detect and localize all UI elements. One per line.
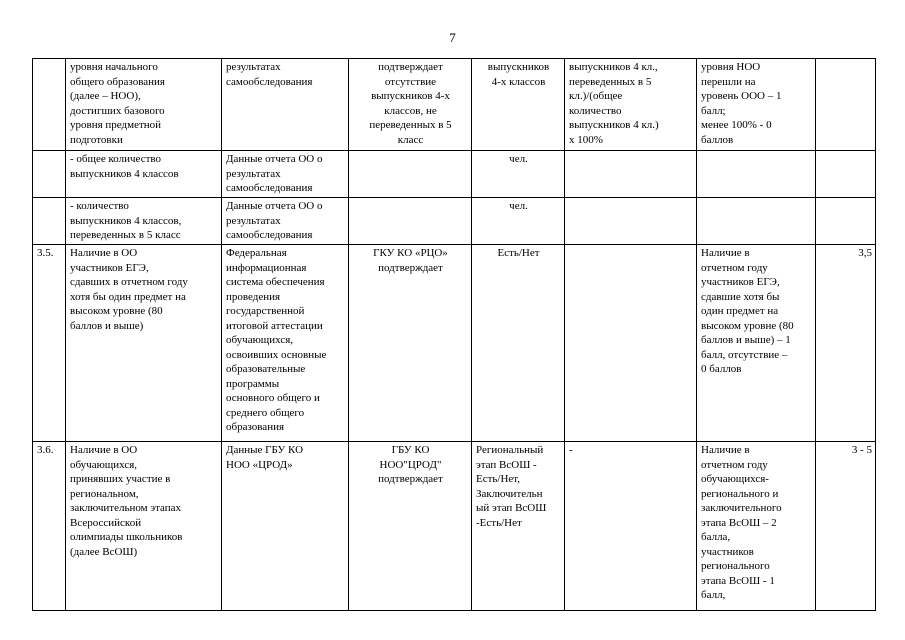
- source-cell: [222, 245, 349, 442]
- score-cell: 3,5: [816, 245, 876, 442]
- unit-line: выпускников: [487, 61, 550, 73]
- unit-cell: [472, 442, 565, 611]
- indicator-line: общего образования: [70, 75, 165, 88]
- source-line: программы: [226, 377, 280, 390]
- unit-line: чел.: [509, 200, 528, 212]
- indicator-line: - общее количество: [70, 153, 162, 165]
- confirmation-line: класс: [397, 133, 424, 146]
- criteria-line: Наличие в: [701, 247, 750, 259]
- criteria-line: баллов: [701, 133, 734, 146]
- indicator-line: заключительном этапах: [70, 502, 182, 514]
- criteria-line: заключительного: [701, 502, 782, 514]
- unit-line: этап ВсОШ -: [476, 458, 537, 471]
- indicator-cell: [66, 245, 222, 442]
- criteria-line: перешли на: [701, 75, 756, 88]
- indicator-line: достигших базового: [70, 104, 165, 117]
- unit-line: Есть/Нет,: [476, 473, 521, 485]
- indicator-line: уровня предметной: [70, 119, 162, 131]
- source-line: результатах: [226, 61, 281, 73]
- confirmation-cell: [349, 151, 472, 198]
- criteria-line: этапа ВсОШ – 2: [701, 516, 777, 529]
- indicator-cell: [66, 59, 222, 151]
- confirmation-line: ГБУ КО: [391, 444, 430, 456]
- formula-cell: [565, 198, 697, 245]
- source-line: образования: [226, 421, 285, 433]
- criteria-line: отчетном году: [701, 458, 768, 471]
- source-line: освоивших основные: [226, 348, 327, 361]
- indicator-line: принявших участие в: [70, 473, 171, 485]
- confirmation-line: подтверждает: [378, 261, 443, 274]
- criteria-cell: [697, 59, 816, 151]
- confirmation-line: подтверждает: [378, 61, 443, 73]
- confirmation-line: отсутствие: [384, 75, 437, 88]
- criteria-line: этапа ВсОШ - 1: [701, 574, 775, 587]
- indicator-line: Всероссийской: [70, 516, 142, 529]
- formula-line: выпускников 4 кл.): [569, 119, 659, 131]
- unit-line: -Есть/Нет: [476, 516, 522, 529]
- indicator-line: подготовки: [70, 133, 123, 146]
- criteria-cell: [697, 151, 816, 198]
- score-cell: [816, 59, 876, 151]
- indicator-line: - количество: [70, 200, 129, 212]
- source-cell: [222, 151, 349, 198]
- criteria-line: баллов и выше) – 1: [701, 334, 791, 346]
- criteria-line: балл,: [701, 589, 726, 601]
- page-number: 7: [449, 30, 456, 45]
- formula-line: х 100%: [569, 133, 603, 146]
- row-number-cell: 3.6.: [33, 442, 66, 611]
- confirmation-cell: [349, 245, 472, 442]
- indicator-cell: [66, 442, 222, 611]
- source-line: проведения: [226, 290, 281, 303]
- criteria-line: уровня НОО: [701, 61, 761, 73]
- table-row: [33, 59, 876, 151]
- source-line: информационная: [226, 261, 307, 274]
- row-number-cell: [33, 198, 66, 245]
- criteria-line: участников: [701, 545, 754, 558]
- formula-line: кл.)/(общее: [569, 90, 623, 102]
- criteria-line: балл, отсутствие –: [701, 348, 788, 361]
- indicator-line: региональном,: [70, 487, 139, 500]
- criteria-cell: [697, 198, 816, 245]
- source-line: среднего общего: [226, 406, 305, 419]
- formula-line: переведенных в 5: [569, 75, 652, 88]
- confirmation-line: классов, не: [384, 104, 437, 117]
- unit-line: чел.: [509, 153, 528, 165]
- indicator-line: выпускников 4 классов: [70, 167, 179, 180]
- source-line: Федеральная: [226, 247, 287, 259]
- indicator-line: (далее – НОО),: [70, 90, 141, 102]
- formula-cell: [565, 59, 697, 151]
- source-line: самообследования: [226, 182, 313, 194]
- criteria-line: уровень ООО – 1: [701, 90, 782, 102]
- source-line: государственной: [226, 305, 305, 317]
- source-line: самообследования: [226, 229, 313, 241]
- indicator-line: (далее ВсОШ): [70, 545, 138, 558]
- formula-line: количество: [569, 104, 622, 117]
- criteria-line: регионального: [701, 560, 770, 572]
- table-row: [33, 245, 876, 442]
- formula-cell: [565, 442, 697, 611]
- unit-line: Региональный: [476, 444, 544, 456]
- confirmation-line: подтверждает: [378, 473, 443, 485]
- source-line: обучающихся,: [226, 334, 294, 346]
- source-line: Данные отчета ОО о: [226, 153, 323, 165]
- source-line: Данные отчета ОО о: [226, 200, 323, 212]
- unit-cell: [472, 59, 565, 151]
- row-number-cell: [33, 151, 66, 198]
- confirmation-line: переведенных в 5: [369, 119, 452, 131]
- confirmation-cell: [349, 442, 472, 611]
- indicator-line: высоком уровне (80: [70, 305, 163, 317]
- indicator-line: Наличие в ОО: [70, 444, 138, 456]
- criteria-line: один предмет на: [701, 305, 779, 317]
- criteria-line: высоком уровне (80: [701, 319, 794, 332]
- unit-cell: [472, 245, 565, 442]
- indicator-line: сдавших в отчетном году: [70, 276, 188, 288]
- confirmation-cell: [349, 59, 472, 151]
- criteria-line: отчетном году: [701, 261, 768, 274]
- criteria-line: балла,: [701, 531, 731, 543]
- unit-line: Есть/Нет: [497, 247, 540, 259]
- table-row: [33, 198, 876, 245]
- indicator-line: баллов и выше): [70, 319, 144, 332]
- score-cell: 3 - 5: [816, 442, 876, 611]
- criteria-line: 0 баллов: [701, 363, 742, 375]
- criteria-line: менее 100% - 0: [701, 119, 772, 131]
- source-line: итоговой аттестации: [226, 319, 323, 332]
- source-line: основного общего и: [226, 392, 320, 404]
- row-number-cell: 3.5.: [33, 245, 66, 442]
- source-line: образовательные: [226, 363, 306, 375]
- indicator-line: обучающихся,: [70, 458, 138, 471]
- criteria-line: сдавшие хотя бы: [701, 290, 780, 303]
- indicator-line: Наличие в ОО: [70, 247, 138, 259]
- criteria-line: Наличие в: [701, 444, 750, 456]
- indicator-line: переведенных в 5 класс: [70, 229, 181, 241]
- confirmation-line: НОО"ЦРОД": [379, 458, 442, 471]
- formula-cell: [565, 245, 697, 442]
- source-cell: [222, 198, 349, 245]
- confirmation-line: ГКУ КО «РЦО»: [373, 247, 448, 259]
- indicator-line: хотя бы один предмет на: [70, 290, 186, 303]
- criteria-line: обучающихся-: [701, 473, 769, 485]
- source-cell: [222, 59, 349, 151]
- score-cell: [816, 198, 876, 245]
- indicator-line: уровня начального: [70, 61, 158, 73]
- table-row: [33, 151, 876, 198]
- formula-line: выпускников 4 кл.,: [569, 61, 658, 73]
- unit-cell: [472, 198, 565, 245]
- criteria-line: балл;: [701, 104, 726, 117]
- source-line: система обеспечения: [226, 276, 325, 288]
- unit-line: Заключительн: [476, 487, 543, 500]
- indicator-line: участников ЕГЭ,: [70, 261, 149, 274]
- criteria-cell: [697, 245, 816, 442]
- criteria-cell: [697, 442, 816, 611]
- source-cell: [222, 442, 349, 611]
- unit-line: ый этап ВсОШ: [476, 502, 547, 514]
- confirmation-cell: [349, 198, 472, 245]
- source-line: результатах: [226, 167, 281, 180]
- indicator-line: олимпиады школьников: [70, 531, 183, 543]
- indicator-cell: [66, 151, 222, 198]
- source-line: самообследования: [226, 75, 313, 88]
- formula-line: -: [569, 444, 573, 456]
- confirmation-line: выпускников 4-х: [371, 90, 450, 102]
- score-cell: [816, 151, 876, 198]
- source-line: НОО «ЦРОД»: [226, 458, 293, 471]
- criteria-line: регионального и: [701, 487, 779, 500]
- row-number-cell: [33, 59, 66, 151]
- indicator-line: выпускников 4 классов,: [70, 214, 182, 227]
- criteria-table: [32, 58, 876, 611]
- unit-line: 4-х классов: [491, 75, 546, 88]
- source-line: Данные ГБУ КО: [226, 444, 304, 456]
- unit-cell: [472, 151, 565, 198]
- table-row: [33, 442, 876, 611]
- source-line: результатах: [226, 214, 281, 227]
- formula-cell: [565, 151, 697, 198]
- criteria-line: участников ЕГЭ,: [701, 276, 780, 288]
- indicator-cell: [66, 198, 222, 245]
